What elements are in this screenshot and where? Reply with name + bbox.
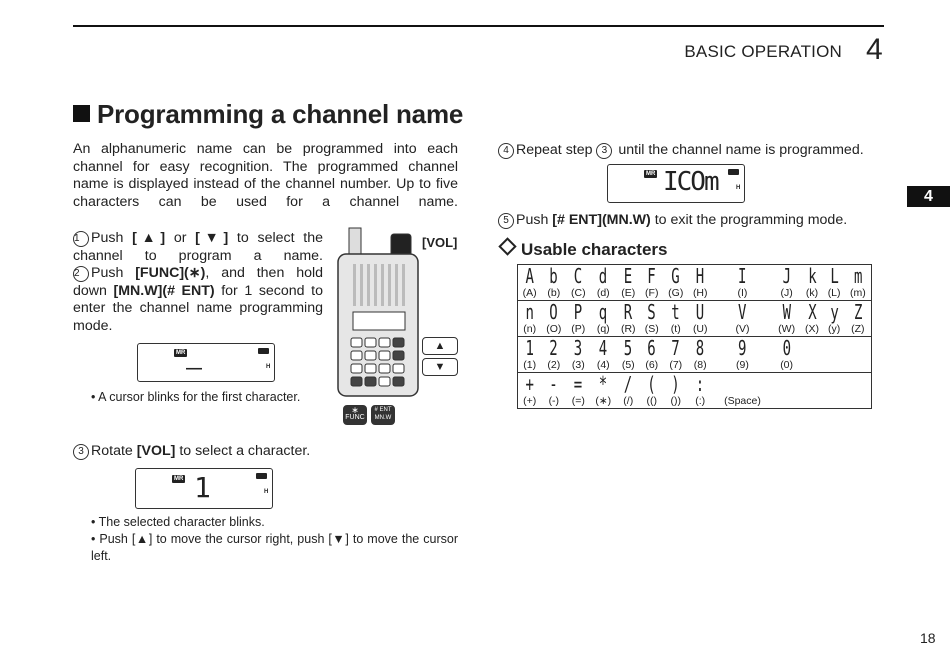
ent-key-top: # ENT xyxy=(374,407,392,413)
step-text: Push xyxy=(91,265,136,281)
char-cell xyxy=(845,373,872,409)
char-code: (G) xyxy=(668,287,684,299)
char-cell xyxy=(616,265,640,301)
char-cell xyxy=(712,265,772,301)
char-cell xyxy=(801,373,824,409)
char-glyph: R xyxy=(624,300,633,324)
char-cell xyxy=(773,373,801,409)
battery-icon xyxy=(728,169,739,175)
square-bullet-icon xyxy=(73,105,90,122)
char-code: (L) xyxy=(827,287,841,299)
char-cell xyxy=(773,265,801,301)
down-key-label: [▼] xyxy=(195,230,229,246)
char-cell xyxy=(518,265,542,301)
blinking-cursor: — xyxy=(186,360,202,377)
usable-characters-heading xyxy=(498,240,667,260)
func-key xyxy=(343,405,367,425)
step-text: for 1 second to enter the channel name programming mode. xyxy=(73,282,323,334)
char-glyph: 8 xyxy=(696,336,705,360)
intro-paragraph: An alphanumeric name can be programmed into each channel for easy recognition. The programmed channel name is displayed instead of the channel number. Up to five characters can be used for a channel name. xyxy=(73,141,458,210)
char-glyph: U xyxy=(696,300,705,324)
char-glyph: 7 xyxy=(671,336,680,360)
char-row xyxy=(518,265,872,301)
char-code: (0) xyxy=(780,359,794,371)
step-number: 1 xyxy=(73,231,89,247)
char-cell xyxy=(541,337,566,373)
char-cell xyxy=(824,373,845,409)
char-glyph: q xyxy=(599,300,608,324)
char-cell xyxy=(616,373,640,409)
char-cell xyxy=(712,301,772,337)
char-code: (F) xyxy=(645,287,659,299)
char-glyph: 0 xyxy=(782,336,791,360)
char-glyph: A xyxy=(525,264,534,288)
mr-badge: MR xyxy=(646,171,656,177)
char-code: (y) xyxy=(827,323,841,335)
char-glyph: V xyxy=(738,300,747,324)
char-glyph: : xyxy=(696,372,705,396)
char-glyph: m xyxy=(853,264,863,288)
header-title: BASIC OPERATION xyxy=(684,42,842,61)
char-glyph: I xyxy=(738,264,747,288)
char-cell xyxy=(845,301,872,337)
battery-icon xyxy=(258,348,269,354)
char-code: (W) xyxy=(778,323,796,335)
char-cell xyxy=(801,301,824,337)
step-3 xyxy=(73,443,458,461)
char-glyph: 3 xyxy=(574,336,583,360)
char-code: (P) xyxy=(571,323,586,335)
char-code: (6) xyxy=(645,359,659,371)
char-cell xyxy=(566,265,590,301)
char-code: (J) xyxy=(780,287,793,299)
char-glyph: S xyxy=(647,300,656,324)
char-code: (n) xyxy=(523,323,537,335)
char-cell xyxy=(590,373,616,409)
battery-icon xyxy=(256,473,267,479)
step-text: Rotate xyxy=(91,443,137,459)
vol-knob-label: [VOL] xyxy=(422,235,458,250)
char-code: (X) xyxy=(805,323,820,335)
step-text: to exit the programming mode. xyxy=(650,212,848,228)
char-cell xyxy=(824,301,845,337)
ent-key-bottom: MN.W xyxy=(374,415,392,421)
char-cell xyxy=(712,373,772,409)
char-glyph-blank xyxy=(721,373,763,395)
char-row xyxy=(518,301,872,337)
char-code: (I) xyxy=(737,287,748,299)
char-glyph: b xyxy=(549,264,559,288)
section-title xyxy=(73,99,463,130)
char-cell xyxy=(773,337,801,373)
mr-badge: MR xyxy=(176,350,186,356)
char-glyph: P xyxy=(574,300,583,324)
char-code: (d) xyxy=(596,287,610,299)
char-code: (/) xyxy=(623,395,634,407)
chapter-side-tab: 4 xyxy=(907,186,950,207)
char-code: (q) xyxy=(596,323,610,335)
char-code: (S) xyxy=(644,323,659,335)
char-glyph: W xyxy=(782,300,791,324)
char-code: (9) xyxy=(736,359,749,371)
char-cell xyxy=(518,337,542,373)
char-code: (b) xyxy=(547,287,561,299)
lcd-display-step3 xyxy=(135,468,273,509)
char-code: ()) xyxy=(670,395,681,407)
char-code: (3) xyxy=(571,359,585,371)
char-cell xyxy=(590,337,616,373)
vol-key-label: [VOL] xyxy=(136,443,176,459)
step-4 xyxy=(498,142,878,160)
char-glyph: F xyxy=(647,264,656,288)
char-glyph: O xyxy=(549,300,559,324)
char-code: (E) xyxy=(621,287,636,299)
step-number: 5 xyxy=(498,213,514,229)
char-cell xyxy=(824,337,845,373)
char-glyph: L xyxy=(829,264,839,288)
down-key: ▼ xyxy=(422,358,458,376)
char-cell xyxy=(663,373,688,409)
step-text: or xyxy=(165,230,196,246)
high-power-mark: H xyxy=(264,489,269,495)
usable-characters-table xyxy=(517,264,872,409)
char-glyph: d xyxy=(599,264,608,288)
char-cell xyxy=(640,337,663,373)
char-cell xyxy=(824,265,845,301)
char-code: (k) xyxy=(805,287,819,299)
char-glyph: 1 xyxy=(525,336,534,360)
char-cell xyxy=(663,301,688,337)
char-code: (8) xyxy=(693,359,707,371)
char-code: (Space) xyxy=(724,395,761,407)
step-number: 3 xyxy=(73,444,89,460)
char-code: (H) xyxy=(692,287,708,299)
step-1 xyxy=(73,230,323,265)
func-key-top: ∗ xyxy=(351,405,359,415)
char-glyph: ( xyxy=(647,372,656,396)
char-glyph: - xyxy=(549,372,559,396)
char-glyph: X xyxy=(807,300,817,324)
section-title-text: Programming a channel name xyxy=(97,99,464,129)
char-code: (2) xyxy=(547,359,561,371)
char-code: (+) xyxy=(523,395,537,407)
step-text: to select the channel to program a name. xyxy=(73,230,323,264)
char-cell xyxy=(640,265,663,301)
char-glyph: Z xyxy=(853,300,863,324)
step-ref-number: 3 xyxy=(596,143,612,159)
char-cell xyxy=(688,337,712,373)
char-code: (-) xyxy=(548,395,560,407)
func-key-bottom: FUNC xyxy=(345,414,365,421)
char-glyph: 4 xyxy=(599,336,608,360)
high-power-mark: H xyxy=(266,364,271,370)
up-key: ▲ xyxy=(422,337,458,355)
char-glyph: 5 xyxy=(624,336,633,360)
char-cell xyxy=(616,337,640,373)
char-glyph: 2 xyxy=(549,336,559,360)
char-cell xyxy=(663,265,688,301)
ent-key-label: [# ENT](MN.W) xyxy=(552,212,651,228)
radio-illustration xyxy=(335,224,425,400)
step-number: 4 xyxy=(498,143,514,159)
char-code: (V) xyxy=(735,323,750,335)
step3-note-2: • Push [▲] to move the cursor right, push [▼] to move the cursor left. xyxy=(91,532,458,563)
char-cell xyxy=(688,373,712,409)
char-glyph: n xyxy=(525,300,534,324)
char-glyph: k xyxy=(807,264,817,288)
char-glyph: C xyxy=(574,264,583,288)
step-text: , and then hold down xyxy=(73,265,324,299)
step-2 xyxy=(73,265,323,335)
step-text: until the channel name is programmed. xyxy=(614,142,864,158)
char-code: (7) xyxy=(669,359,683,371)
header-rule xyxy=(73,25,884,27)
step-text: to select a character. xyxy=(175,443,311,459)
channel-name-display: ICOm xyxy=(663,167,718,197)
char-cell xyxy=(518,373,542,409)
char-cell xyxy=(845,265,872,301)
char-glyph: = xyxy=(574,372,583,396)
char-cell xyxy=(845,337,872,373)
char-glyph: ) xyxy=(671,372,680,396)
char-cell xyxy=(566,301,590,337)
char-cell xyxy=(590,301,616,337)
char-code: (4) xyxy=(596,359,610,371)
char-cell xyxy=(518,301,542,337)
char-row xyxy=(518,337,872,373)
char-cell xyxy=(541,301,566,337)
page-number: 18 xyxy=(920,630,936,646)
char-glyph: J xyxy=(782,264,791,288)
char-cell xyxy=(566,373,590,409)
char-glyph: E xyxy=(624,264,633,288)
char-code: (U) xyxy=(692,323,708,335)
char-cell xyxy=(541,265,566,301)
blinking-character: 1 xyxy=(194,471,211,504)
char-code: (∗) xyxy=(595,395,612,407)
lcd-display-step2 xyxy=(137,343,275,382)
char-code: (O) xyxy=(546,323,562,335)
mr-badge: MR xyxy=(174,476,184,482)
char-cell xyxy=(712,337,772,373)
up-key-label: [▲] xyxy=(132,230,166,246)
char-glyph: t xyxy=(671,300,680,324)
step-number: 2 xyxy=(73,266,89,282)
char-code: (Z) xyxy=(851,323,865,335)
mnw-key-label: [MN.W](# ENT) xyxy=(113,282,215,299)
char-row xyxy=(518,373,872,409)
char-cell xyxy=(688,301,712,337)
step-text: Push xyxy=(516,212,553,228)
lcd-display-step4 xyxy=(607,164,745,203)
char-glyph: H xyxy=(696,264,705,288)
char-glyph: 6 xyxy=(647,336,656,360)
char-cell xyxy=(773,301,801,337)
usable-characters-title: Usable characters xyxy=(521,240,668,259)
char-cell xyxy=(616,301,640,337)
char-cell xyxy=(590,265,616,301)
char-code: (t) xyxy=(670,323,681,335)
char-cell xyxy=(640,301,663,337)
step-5 xyxy=(498,212,878,230)
func-key-label: [FUNC](∗) xyxy=(135,265,206,281)
char-glyph: + xyxy=(525,372,534,396)
high-power-mark: H xyxy=(736,185,741,191)
char-cell xyxy=(663,337,688,373)
step3-note-1: • The selected character blinks. xyxy=(91,515,265,529)
step-text: Repeat step xyxy=(516,142,597,158)
char-glyph: G xyxy=(671,264,680,288)
step2-note: • A cursor blinks for the first character. xyxy=(91,390,301,404)
char-code: (A) xyxy=(522,287,537,299)
char-code: (=) xyxy=(571,395,585,407)
char-cell xyxy=(688,265,712,301)
char-code: (C) xyxy=(571,287,586,299)
char-code: (:) xyxy=(695,395,706,407)
char-cell xyxy=(566,337,590,373)
char-cell xyxy=(801,265,824,301)
char-code: (m) xyxy=(849,287,866,299)
char-cell xyxy=(801,337,824,373)
char-code: (1) xyxy=(523,359,537,371)
step-text: Push xyxy=(91,230,133,246)
char-cell xyxy=(640,373,663,409)
char-glyph: / xyxy=(624,372,633,396)
char-glyph: y xyxy=(829,300,839,324)
char-code: (() xyxy=(646,395,658,407)
char-code: (R) xyxy=(620,323,636,335)
char-glyph: 9 xyxy=(738,336,747,360)
char-code: (5) xyxy=(621,359,635,371)
chapter-number: 4 xyxy=(866,33,883,66)
char-cell xyxy=(541,373,566,409)
ent-key xyxy=(371,405,395,425)
char-glyph: * xyxy=(599,372,608,396)
diamond-icon xyxy=(498,237,516,255)
